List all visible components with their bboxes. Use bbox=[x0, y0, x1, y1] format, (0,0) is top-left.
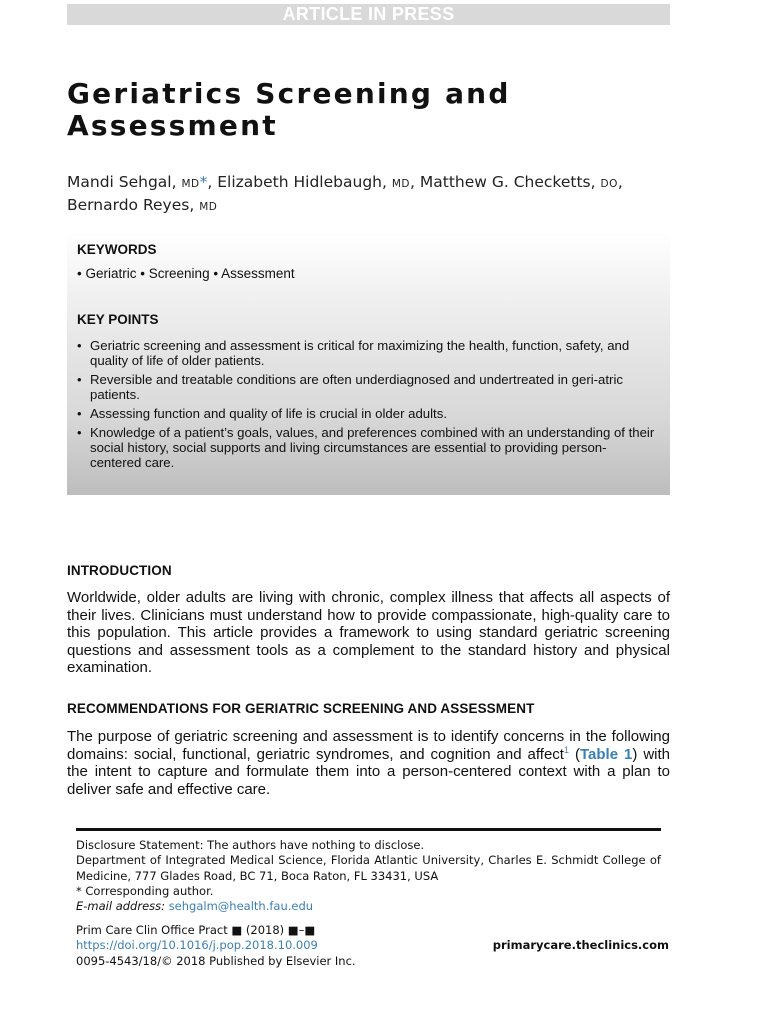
copyright: 0095-4543/18/© 2018 Published by Elsevier Inc. bbox=[76, 953, 356, 968]
journal-site: primarycare.theclinics.com bbox=[492, 938, 669, 952]
citation-block bbox=[76, 923, 476, 969]
corresponding-author-note: * Corresponding author. bbox=[76, 883, 214, 898]
keywords-list bbox=[77, 266, 657, 282]
article-title bbox=[67, 78, 687, 142]
author-degree: DO bbox=[600, 178, 618, 190]
author-degree: MD bbox=[199, 201, 218, 213]
keyword: Screening bbox=[148, 266, 210, 281]
keyword: Assessment bbox=[221, 266, 295, 281]
author-name: Matthew G. Checketts, bbox=[419, 173, 596, 191]
recommendations-paragraph bbox=[67, 728, 670, 798]
footnote-divider bbox=[76, 828, 661, 831]
title-line-1: Geriatrics Screening and bbox=[67, 77, 511, 110]
keyword: Geriatric bbox=[85, 266, 137, 281]
author-list bbox=[67, 172, 677, 218]
author-degree: MD bbox=[391, 178, 410, 190]
author-separator: , bbox=[617, 173, 623, 191]
email-line bbox=[76, 899, 661, 914]
key-points-box bbox=[67, 232, 670, 495]
author-name: Mandi Sehgal, bbox=[67, 173, 177, 191]
bullet-icon: • bbox=[213, 266, 219, 281]
footnotes bbox=[76, 838, 661, 914]
introduction-heading: INTRODUCTION bbox=[67, 563, 172, 578]
key-points-heading: KEY POINTS bbox=[77, 312, 159, 327]
key-point-item: • Assessing function and quality of life is crucial in older adults. bbox=[77, 406, 657, 421]
reference-link[interactable]: 1 bbox=[563, 744, 569, 755]
recommendations-heading: RECOMMENDATIONS FOR GERIATRIC SCREENING AND ASSESSMENT bbox=[67, 701, 535, 716]
article-in-press-banner: ARTICLE IN PRESS bbox=[67, 4, 670, 25]
bullet-icon: • bbox=[77, 266, 82, 281]
author-degree: MD bbox=[181, 178, 200, 190]
email-link[interactable]: sehgalm@health.fau.edu bbox=[168, 899, 314, 914]
author-name: Elizabeth Hidlebaugh, bbox=[217, 173, 387, 191]
author-separator: , bbox=[410, 173, 415, 191]
key-point-item: • Knowledge of a patient’s goals, values, and preferences combined with an understanding of their social history, social supports and living circumstances are essential to providing person-centered care. bbox=[77, 425, 657, 470]
key-points-list bbox=[77, 338, 657, 470]
key-point-item: • Reversible and treatable conditions are often underdiagnosed and undertreated in geri-atric patients. bbox=[77, 372, 657, 402]
email-label: E-mail address: bbox=[76, 899, 166, 914]
author-separator: , bbox=[207, 173, 213, 191]
disclosure-statement: Disclosure Statement: The authors have nothing to disclose. bbox=[76, 838, 425, 852]
author-name: Bernardo Reyes, bbox=[67, 196, 195, 214]
table-1-link[interactable]: Table 1 bbox=[579, 745, 633, 763]
recommendations-text: The purpose of geriatric screening and assessment is to identify concerns in the following domains: social, functional, geriatric syndromes, and cognition and affect bbox=[67, 728, 670, 763]
doi-link[interactable]: https://doi.org/10.1016/j.pop.2018.10.009 bbox=[76, 938, 318, 953]
recommendations-text-cont: ) with the intent to capture and formulate them into a person-centered context with a plan to deliver safe and effective care. bbox=[67, 745, 671, 798]
key-point-item: • Geriatric screening and assessment is critical for maximizing the health, function, safety, and quality of life of older patients. bbox=[77, 338, 657, 368]
title-line-2: Assessment bbox=[67, 109, 278, 142]
affiliation: Department of Integrated Medical Science, Florida Atlantic University, Charles E. Schmidt College of Medicine, 777 Glades Road, BC 71, Boca Raton, FL 33431, USA bbox=[76, 853, 661, 883]
paren-open: ( bbox=[568, 745, 580, 763]
bullet-icon: • bbox=[140, 266, 146, 281]
corresponding-author-mark[interactable]: * bbox=[199, 173, 208, 191]
journal-citation: Prim Care Clin Office Pract ■ (2018) ■–■ bbox=[76, 923, 316, 937]
introduction-paragraph: Worldwide, older adults are living with chronic, complex illness that affects all aspects of their lives. Clinicians must understand how to provide compassionate, high-quality care to this population. This article provides a framework to using standard geriatric screening questions and assessment tools as a complement to the standard history and physical examination. bbox=[67, 589, 670, 676]
keywords-heading: KEYWORDS bbox=[77, 242, 157, 257]
